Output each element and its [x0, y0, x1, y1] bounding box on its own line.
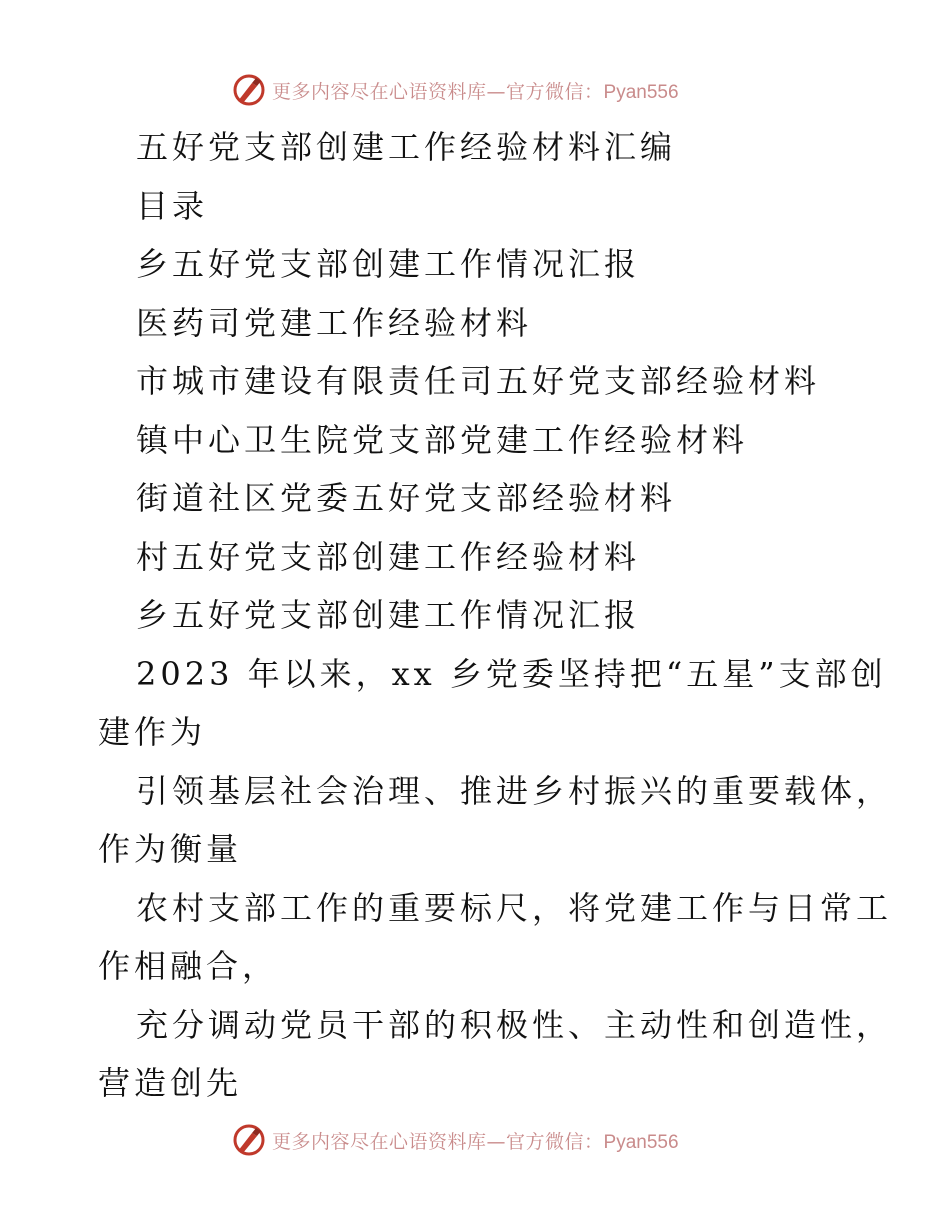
- toc-item: 乡五好党支部创建工作情况汇报: [136, 245, 641, 283]
- paragraph-line: 作相融合，: [98, 947, 279, 985]
- toc-item: 医药司党建工作经验材料: [136, 303, 533, 342]
- paragraph-line: 引领基层社会治理、推进乡村振兴的重要载体，: [136, 771, 893, 810]
- paragraph-line: 农村支部工作的重要标尺，将党建工作与日常工: [136, 888, 893, 927]
- toc-item: 街道社区党委五好党支部经验材料: [136, 479, 677, 517]
- watermark-text: [272, 1127, 679, 1154]
- document-body: [98, 118, 893, 1113]
- watermark-wechat-id: Pyan556: [603, 1131, 679, 1153]
- watermark-footer: [232, 1122, 732, 1158]
- watermark-text: [272, 77, 679, 104]
- document-title: 五好党支部创建工作经验材料汇编: [136, 128, 677, 166]
- pen-logo-icon: [232, 73, 266, 107]
- toc-item: 村五好党支部创建工作经验材料: [136, 537, 641, 576]
- paragraph-line: 作为衡量: [98, 830, 243, 868]
- section-heading: 乡五好党支部创建工作情况汇报: [136, 596, 641, 634]
- watermark-label: 更多内容尽在心语资料库—官方微信：: [272, 80, 604, 103]
- pen-logo-icon: [232, 1123, 266, 1157]
- watermark-wechat-id: Pyan556: [603, 81, 679, 103]
- paragraph-line: 建作为: [98, 713, 207, 751]
- watermark-label: 更多内容尽在心语资料库—官方微信：: [272, 1130, 604, 1153]
- watermark-header: [232, 72, 732, 108]
- toc-item: 市城市建设有限责任司五好党支部经验材料: [136, 362, 821, 400]
- paragraph-line: 营造创先: [98, 1064, 243, 1102]
- toc-heading: 目录: [136, 186, 209, 225]
- paragraph-line: 2023 年以来，xx 乡党委坚持把“五星”支部创: [136, 654, 887, 693]
- paragraph-line: 充分调动党员干部的积极性、主动性和创造性，: [136, 1005, 893, 1044]
- toc-item: 镇中心卫生院党支部党建工作经验材料: [136, 420, 749, 459]
